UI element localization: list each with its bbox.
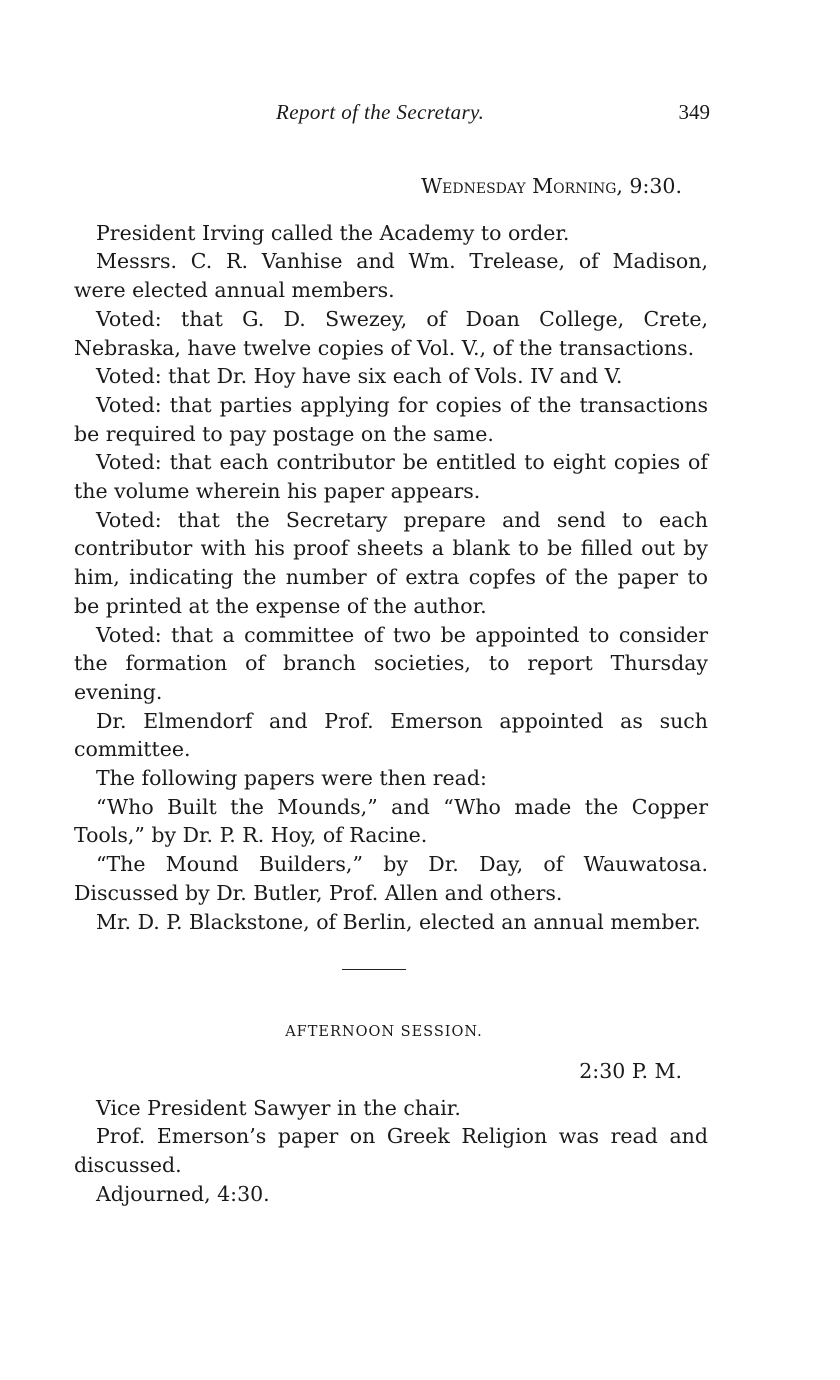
paragraph: “The Mound Builders,” by Dr. Day, of Wauwatosa. Discussed by Dr. Butler, Prof. Allen and others. <box>74 852 708 905</box>
paragraph: Voted: that Dr. Hoy have six each of Vols. IV and V. <box>96 364 623 389</box>
morning-session-time: Wednesday Morning, 9:30. <box>421 174 682 198</box>
paragraph: Dr. Elmendorf and Prof. Emerson appointed as such committee. <box>74 708 708 762</box>
paragraph: Voted: that a committee of two be appointed to consider the formation of branch societies, to report Thursday evening. <box>74 622 708 704</box>
page-number: 349 <box>678 100 710 124</box>
paragraph: Voted: that G. D. Swezey, of Doan College, Crete, Nebraska, have twelve copies of Vol. V., of the transactions. <box>74 306 708 360</box>
paragraph: Messrs. C. R. Vanhise and Wm. Trelease, of Madison, were elected annual members. <box>74 249 708 303</box>
paragraph: Voted: that each contributor be entitled to eight copies of the volume wherein his paper appears. <box>74 450 708 504</box>
running-title: Report of the Secretary. <box>276 100 485 124</box>
afternoon-session-time: 2:30 P. M. <box>579 1058 682 1083</box>
paragraph: President Irving called the Academy to order. <box>96 220 570 245</box>
paragraph: Voted: that parties applying for copies of the transactions be required to pay postage on the same. <box>74 392 708 446</box>
paragraph: Adjourned, 4:30. <box>96 1181 270 1206</box>
paragraph: Voted: that the Secretary prepare and send to each contributor with his proof sheets a blank to be filled out by him, indicating the number of extra copfes of the paper to be printed at the expense of the author. <box>74 507 708 618</box>
paragraph: Vice President Sawyer in the chair. <box>96 1095 461 1120</box>
paragraph: The following papers were then read: <box>96 766 487 791</box>
afternoon-session-heading: AFTERNOON SESSION. <box>285 1024 483 1041</box>
section-divider-rule <box>342 969 406 970</box>
paragraph: Mr. D. P. Blackstone, of Berlin, elected an annual member. <box>96 909 701 934</box>
paragraph: Prof. Emerson’s paper on Greek Religion was read and discussed. <box>74 1124 708 1178</box>
running-head <box>0 100 840 130</box>
paragraph: “Who Built the Mounds,” and “Who made the Copper Tools,” by Dr. P. R. Hoy, of Racine. <box>74 794 708 848</box>
body-text <box>74 172 708 1209</box>
